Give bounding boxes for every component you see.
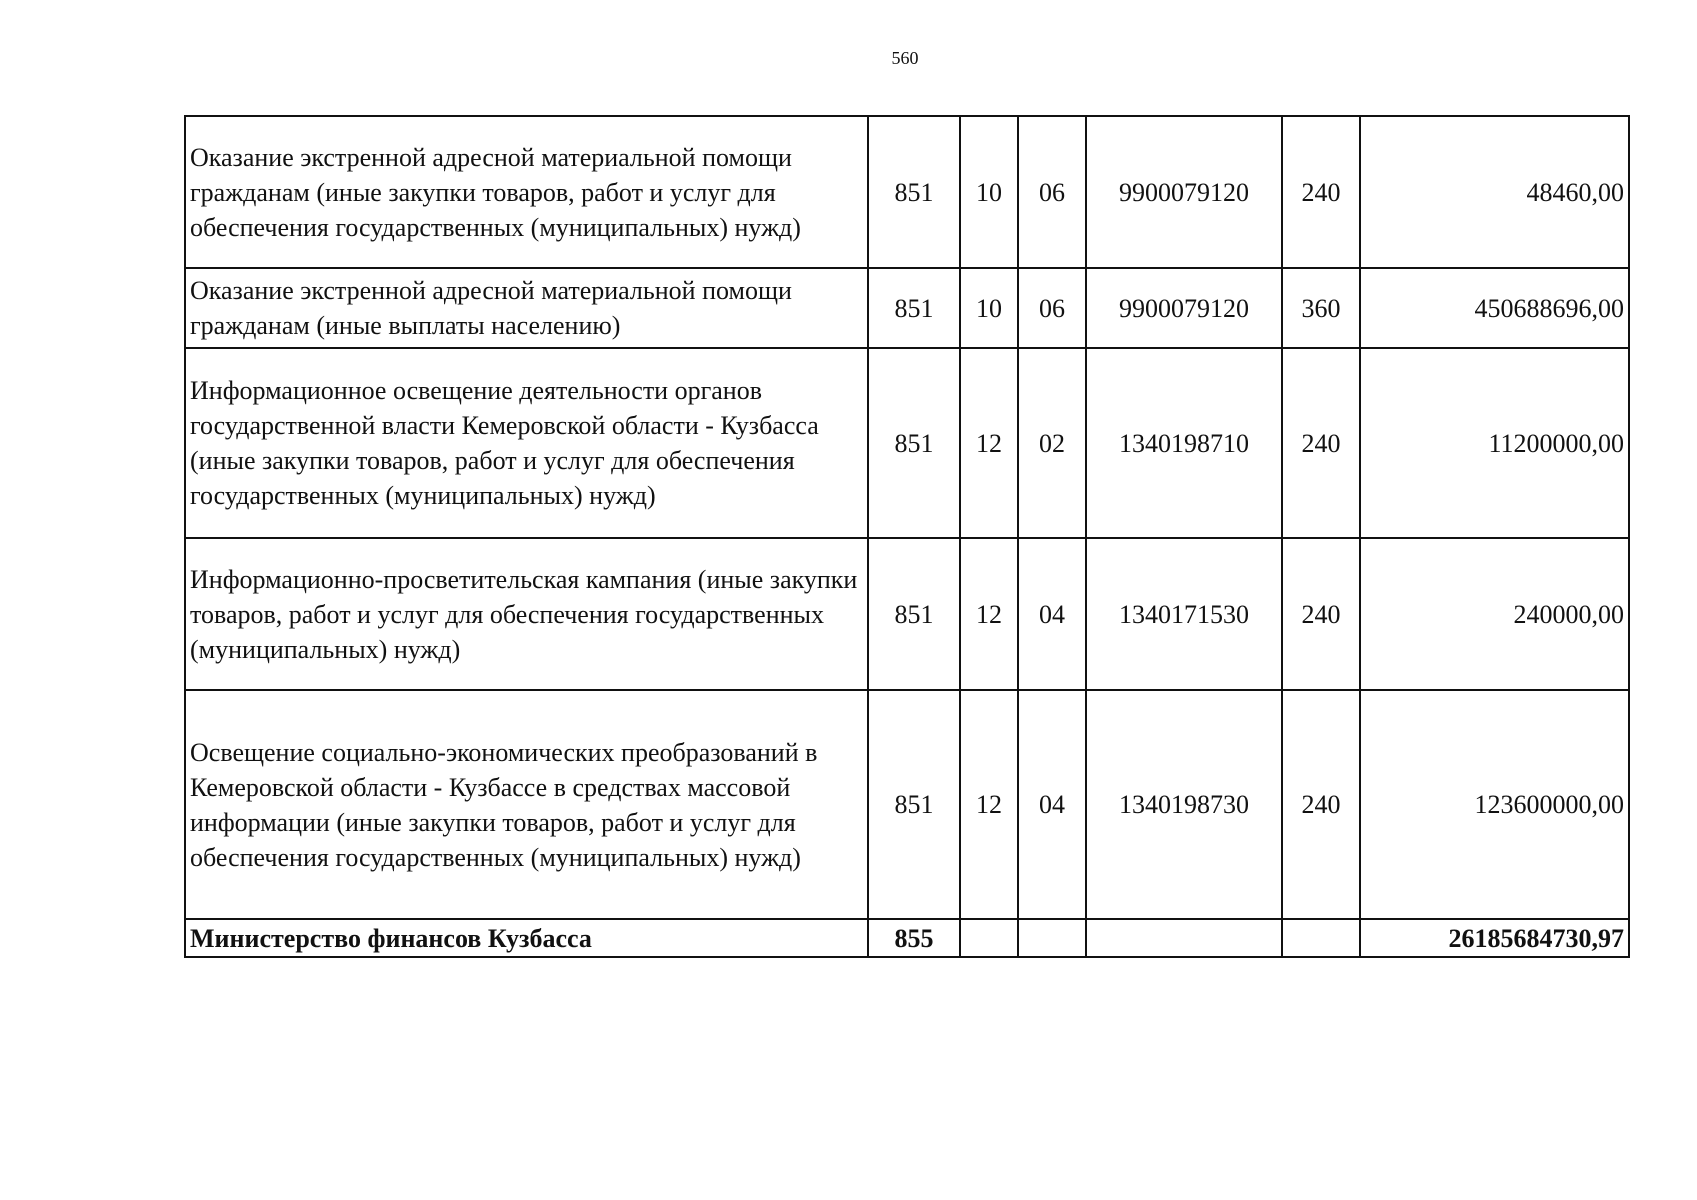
row-description: Информационно-просветительская кампания (иные закупки товаров, работ и услуг для обеспечения государственных (муниципальных) нужд) [185,538,868,690]
subsection-code: 06 [1018,268,1086,348]
total-description: Министерство финансов Кузбасса [185,919,868,957]
target-article-code: 9900079120 [1086,116,1282,268]
page-number: 560 [891,48,919,68]
total-subsection-code [1018,919,1086,957]
amount-cell: 123600000,00 [1360,690,1629,919]
target-article-code: 1340171530 [1086,538,1282,690]
amount-cell: 11200000,00 [1360,348,1629,538]
table-row [185,538,1629,690]
table-row [185,690,1629,919]
total-expense-type-code [1282,919,1360,957]
section-code: 10 [960,116,1018,268]
ministry-code: 851 [868,116,960,268]
amount-cell: 240000,00 [1360,538,1629,690]
total-row [185,919,1629,957]
subsection-code: 04 [1018,690,1086,919]
ministry-code: 851 [868,268,960,348]
row-description: Освещение социально-экономических преобразований в Кемеровской области - Кузбассе в средствах массовой информации (иные закупки товаров, работ и услуг для обеспечения государственных (муниципальных) нужд) [185,690,868,919]
ministry-code: 851 [868,538,960,690]
expense-type-code: 240 [1282,538,1360,690]
table-row [185,268,1629,348]
subsection-code: 02 [1018,348,1086,538]
total-amount-cell: 26185684730,97 [1360,919,1629,957]
total-target-article-code [1086,919,1282,957]
target-article-code: 1340198710 [1086,348,1282,538]
table-row [185,116,1629,268]
ministry-code: 851 [868,348,960,538]
section-code: 12 [960,348,1018,538]
row-description: Информационное освещение деятельности органов государственной власти Кемеровской области - Кузбасса (иные закупки товаров, работ и услуг для обеспечения государственных (муниципальных) нужд) [185,348,868,538]
section-code: 12 [960,538,1018,690]
expense-type-code: 240 [1282,690,1360,919]
section-code: 10 [960,268,1018,348]
ministry-code: 851 [868,690,960,919]
subsection-code: 06 [1018,116,1086,268]
table-row [185,348,1629,538]
amount-cell: 450688696,00 [1360,268,1629,348]
expense-type-code: 240 [1282,116,1360,268]
budget-table [184,115,1630,958]
row-description: Оказание экстренной адресной материальной помощи гражданам (иные выплаты населению) [185,268,868,348]
total-ministry-code: 855 [868,919,960,957]
total-section-code [960,919,1018,957]
target-article-code: 1340198730 [1086,690,1282,919]
expense-type-code: 360 [1282,268,1360,348]
expense-type-code: 240 [1282,348,1360,538]
row-description: Оказание экстренной адресной материальной помощи гражданам (иные закупки товаров, работ и услуг для обеспечения государственных (муниципальных) нужд) [185,116,868,268]
target-article-code: 9900079120 [1086,268,1282,348]
section-code: 12 [960,690,1018,919]
amount-cell: 48460,00 [1360,116,1629,268]
subsection-code: 04 [1018,538,1086,690]
